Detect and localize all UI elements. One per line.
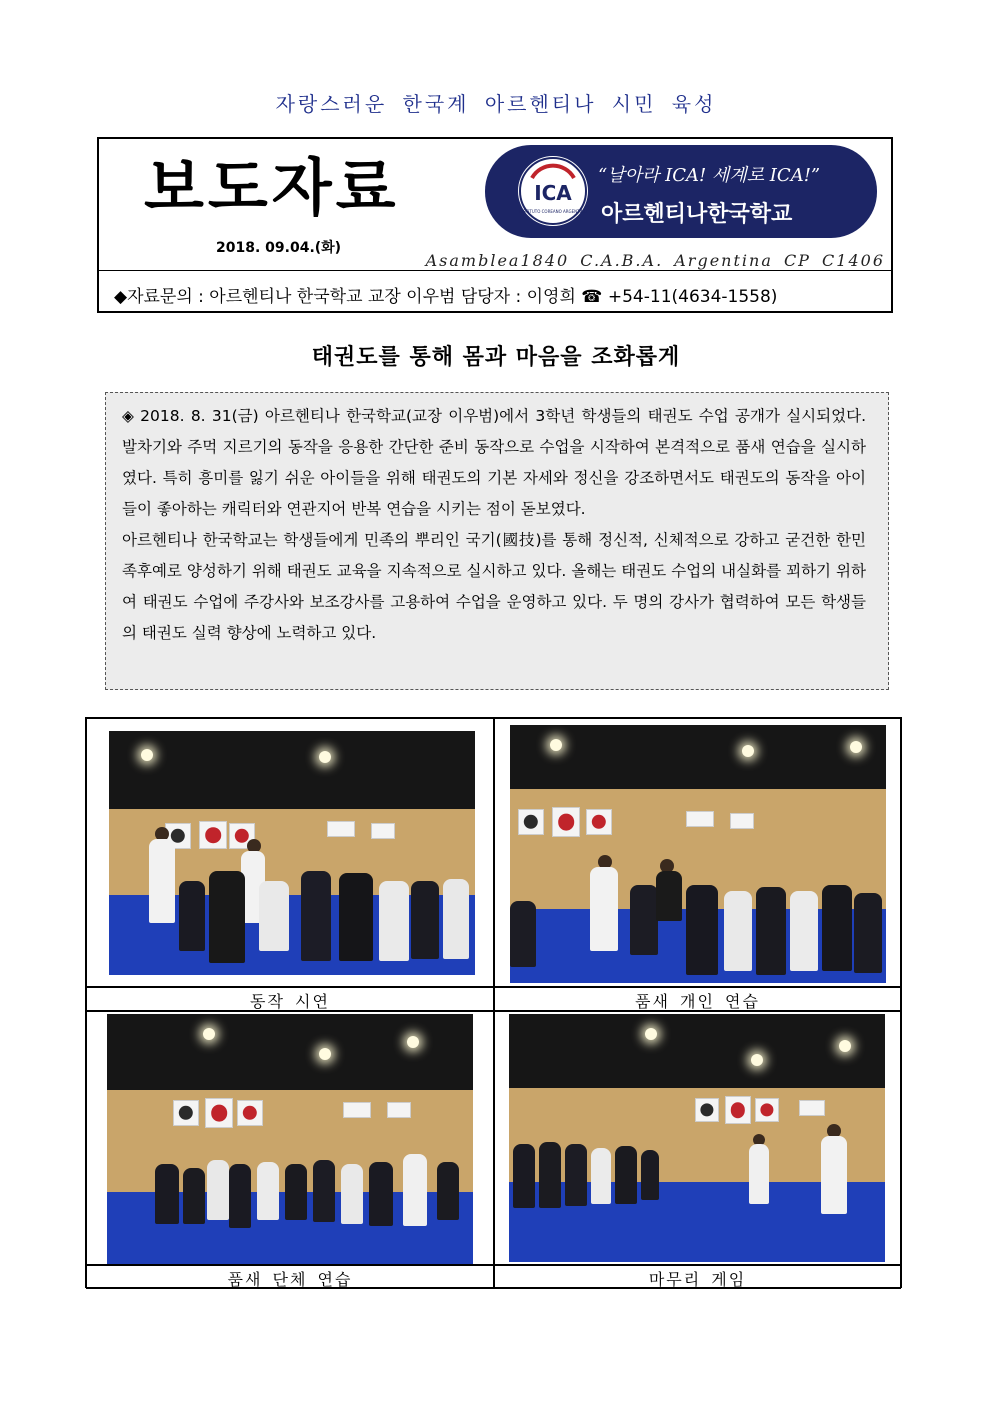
photo-cell-2 [494, 718, 901, 987]
article-paragraph-2: 아르헨티나 한국학교는 학생들에게 민족의 뿌리인 국기(國技)를 통해 정신적, 신체적으로 강하고 굳건한 한민족후예로 양성하기 위해 태권도 교육을 지속적으로 실시하고 있다. 올해는 태권도 수업의 내실화를 꾀하기 위하여 태권도 수업에 주강사와 보조강사를 고용하여 수업을 운영하고 있다. 두 명의 강사가 협력하여 모든 학생들의 태권도 실력 향상에 노력하고 있다. [122, 531, 866, 642]
school-logo [485, 145, 877, 238]
photo-caption-4: 마무리 게임 [648, 1270, 747, 1289]
photo-caption-2: 품새 개인 연습 [635, 992, 760, 1011]
article-headline: 태권도를 통해 몸과 마음을 조화롭게 [311, 345, 681, 370]
press-release-title: 보도자료 [144, 151, 400, 224]
caption-cell-2 [494, 987, 901, 1011]
caption-cell-1 [86, 987, 494, 1011]
caption-cell-4 [494, 1265, 901, 1289]
slogan: 자랑스러운 한국계 아르헨티나 시민 육성 [275, 92, 717, 116]
photo-cell-4 [494, 1011, 901, 1265]
caption-cell-3 [86, 1265, 494, 1289]
school-name: 아르헨티나한국학교 [601, 202, 793, 227]
photo-closing-game [509, 1014, 885, 1262]
article-body [105, 392, 889, 690]
photo-caption-1: 동작 시연 [250, 992, 330, 1011]
photo-individual-practice [510, 725, 886, 983]
header-top [99, 139, 891, 270]
school-address: Asamblea1840 C.A.B.A. Argentina CP C1406 [425, 251, 885, 270]
photo-caption-3: 품새 단체 연습 [227, 1270, 353, 1289]
emblem-text: ICA [534, 181, 572, 205]
photo-demonstration [109, 731, 475, 975]
release-date: 2018. 09.04.(화) [216, 240, 342, 256]
contact-info: ◆자료문의 : 아르헨티나 한국학교 교장 이우범 담당자 : 이영희 ☎ +54-11(4634-1558) [114, 287, 778, 307]
ica-emblem-icon [518, 156, 588, 226]
photo-cell-1 [86, 718, 494, 987]
photo-cell-3 [86, 1011, 494, 1265]
contact-bar [99, 270, 891, 311]
press-release-header [97, 137, 893, 313]
emblem-small-text: INSTITUTO COREANO ARGENTINO [519, 209, 587, 214]
photo-group-practice [107, 1014, 473, 1264]
article-paragraph-1: ◈ 2018. 8. 31(금) 아르헨티나 한국학교(교장 이우범)에서 3학년 학생들의 태권도 수업 공개가 실시되었다. 발차기와 주먹 지르기의 동작을 응용한 간단한 준비 동작으로 수업을 시작하여 본격적으로 품새 연습을 실시하였다. 특히 흥미를 잃기 쉬운 아이들을 위해 태권도의 기본 자세와 정신을 강조하면서도 태권도의 동작을 아이들이 좋아하는 캐릭터와 연관지어 반복 연습을 시키는 점이 돋보였다. [122, 407, 866, 518]
photo-table [85, 717, 902, 1288]
school-motto: “날아라 ICA! 세계로 ICA!” [598, 165, 821, 186]
